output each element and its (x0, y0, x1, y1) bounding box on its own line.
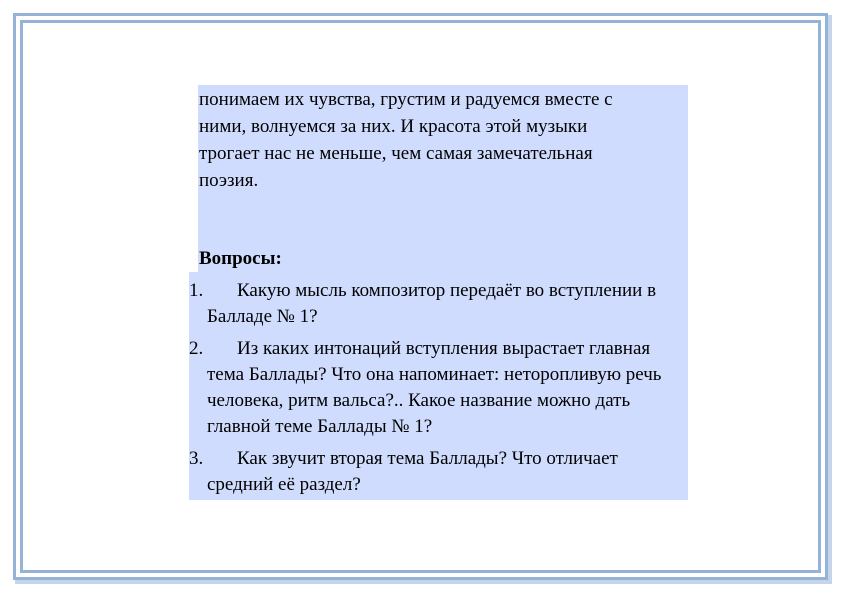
question-item (189, 446, 688, 498)
questions-list (189, 278, 688, 504)
paragraph-line: понимаем их чувства, грустим и радуемся вместе с (199, 89, 613, 110)
question-number: 3. (189, 448, 204, 469)
frame-shadow-right (828, 15, 832, 582)
question-text: Из каких интонаций вступления вырастает главная тема Баллады? Что она напоминает: неторопливую речь человека, ритм вальса?.. Какое название можно дать главной теме Баллады № 1? (207, 338, 662, 437)
paragraph-line: поэзия. (199, 170, 259, 191)
paragraph-line: ними, волнуемся за них. И красота этой музыки (199, 116, 588, 137)
question-number: 1. (189, 280, 204, 301)
question-item (189, 278, 688, 330)
question-number: 2. (189, 338, 204, 359)
question-text: Как звучит вторая тема Баллады? Что отличает средний её раздел? (207, 448, 618, 495)
question-text: Какую мысль композитор передаёт во вступлении в Балладе № 1? (207, 280, 657, 327)
body-paragraph (199, 86, 687, 194)
paragraph-line: трогает нас не меньше, чем самая замечательная (199, 143, 593, 164)
question-item (189, 336, 688, 440)
frame-shadow-bottom (15, 580, 832, 584)
questions-heading: Вопросы: (199, 248, 282, 269)
